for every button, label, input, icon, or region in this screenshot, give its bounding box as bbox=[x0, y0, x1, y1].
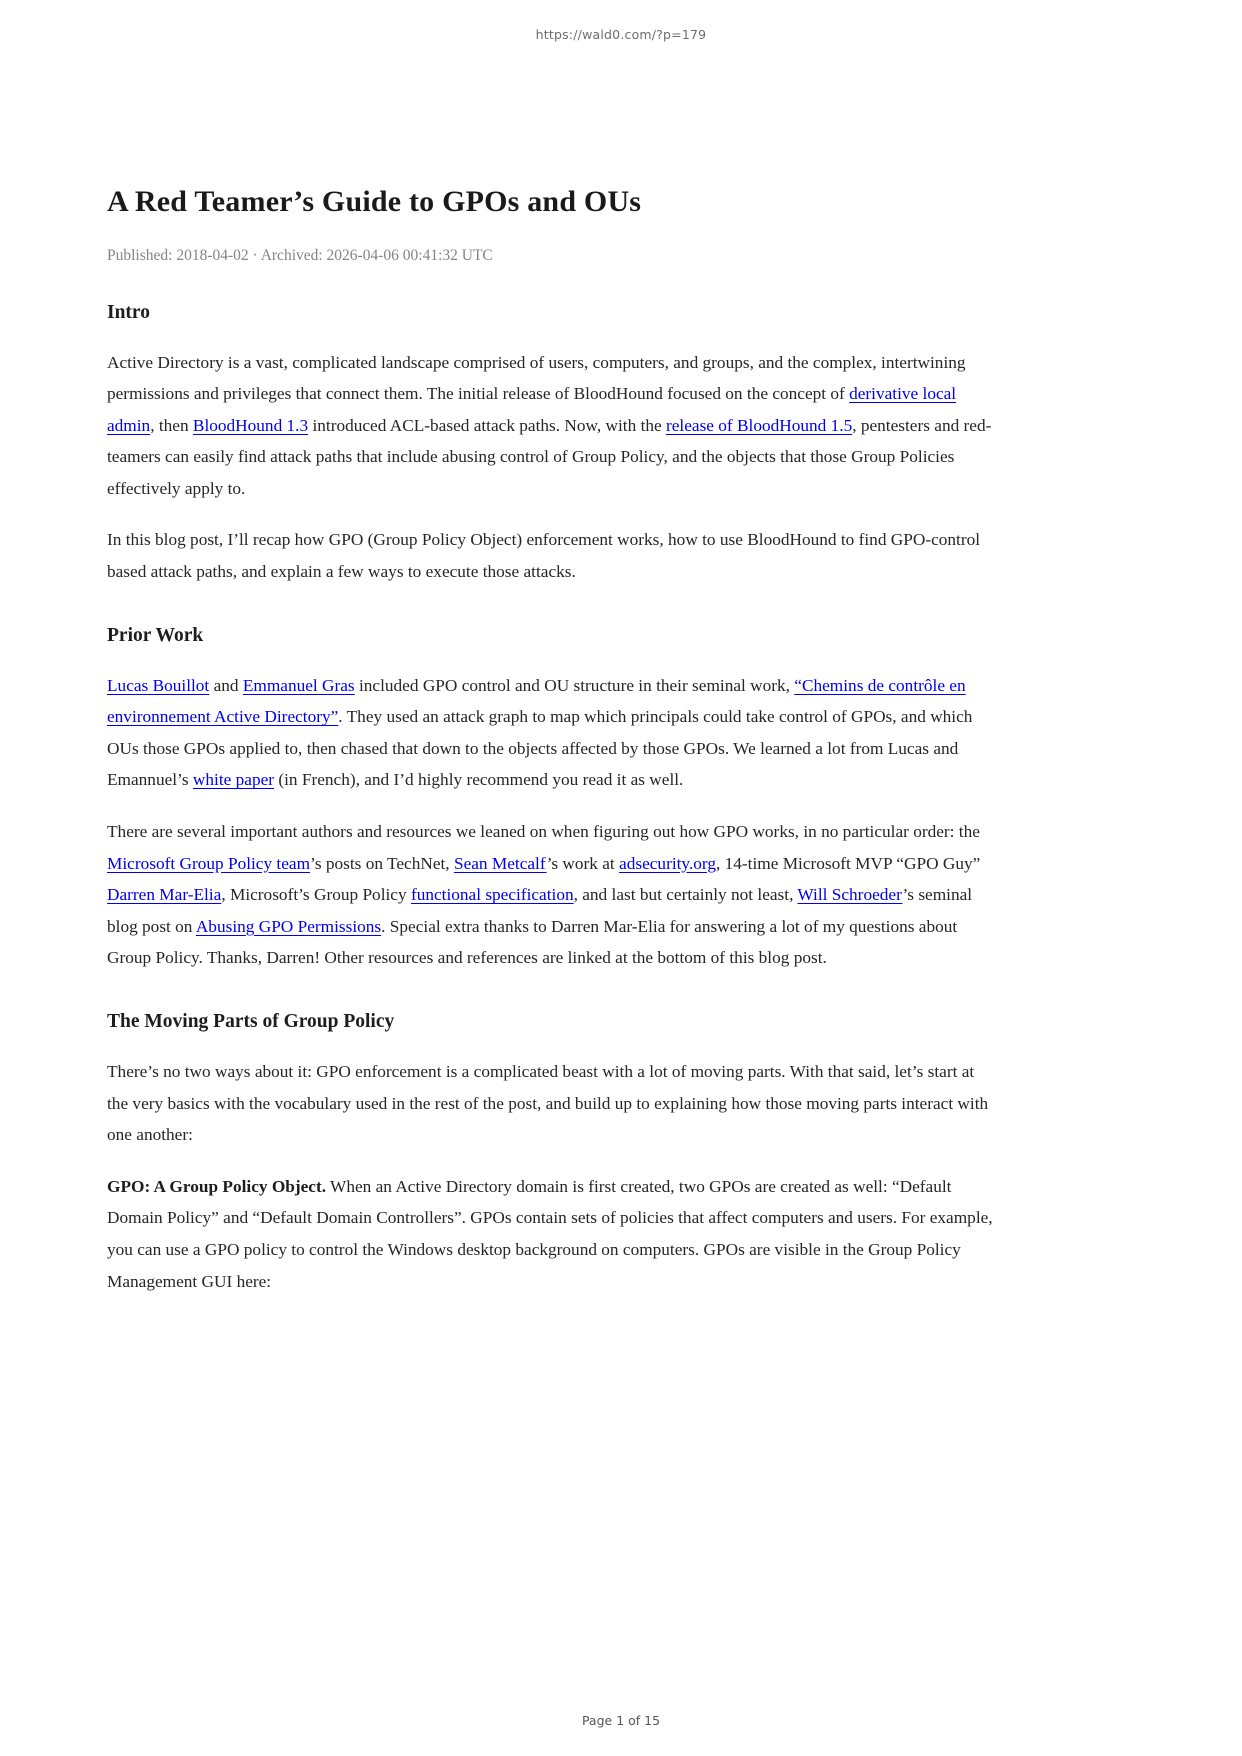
paragraph: GPO: A Group Policy Object. When an Active Directory domain is first created, two GPOs are created as well: “Default Domain Policy” and “Default Domain Controllers”. GPOs contain sets of policies that affect computers and users. For example, you can use a GPO policy to control the Windows desktop background on computers. GPOs are visible in the Group Policy Management GUI here: bbox=[107, 1176, 993, 1291]
paragraph: There’s no two ways about it: GPO enforcement is a complicated beast with a lot of moving parts. With that said, let’s start at the very basics with the vocabulary used in the rest of the post, and build up to explaining how those moving parts interact with one another: bbox=[107, 1062, 989, 1145]
inline-link[interactable]: Darren Mar-Elia bbox=[107, 885, 222, 905]
article-title: A Red Teamer’s Guide to GPOs and OUs bbox=[107, 185, 642, 218]
paragraph: In this blog post, I’ll recap how GPO (Group Policy Object) enforcement works, how to use BloodHound to find GPO-control based attack paths, and explain a few ways to execute those attacks. bbox=[107, 530, 981, 582]
inline-link[interactable]: Emmanuel Gras bbox=[242, 675, 355, 695]
paragraph: Lucas Bouillot and Emmanuel Gras included GPO control and OU structure in their seminal work, “Chemins de contrôle en environnement Active Directory”. They used an attack graph to map which principals could take control of GPOs, and which OUs those GPOs applied to, then chased that down to the objects affected by those GPOs. We learned a lot from Lucas and Emannuel’s white paper (in French), and I’d highly recommend you read it as well. bbox=[107, 675, 973, 790]
article-meta: Published: 2018-04-02 · Archived: 2026-04-06 00:41:32 UTC bbox=[107, 246, 493, 264]
inline-link[interactable]: functional specification bbox=[410, 885, 574, 905]
inline-link[interactable]: Microsoft Group Policy team bbox=[107, 853, 311, 873]
section-heading-intro: Intro bbox=[107, 301, 150, 323]
inline-link[interactable]: “Chemins de contrôle en environnement Active Directory” bbox=[107, 675, 966, 727]
inline-link[interactable]: Lucas Bouillot bbox=[107, 675, 210, 695]
inline-link[interactable]: adsecurity.org bbox=[619, 853, 716, 873]
inline-link[interactable]: white paper bbox=[192, 770, 275, 790]
section-heading-moving-parts: The Moving Parts of Group Policy bbox=[107, 1011, 395, 1032]
page-number: Page 1 of 15 bbox=[581, 1713, 661, 1728]
inline-link[interactable]: Sean Metcalf bbox=[453, 853, 547, 873]
paragraph: There are several important authors and resources we leaned on when figuring out how GPO works, in no particular order: the Microsoft Group Policy team’s posts on TechNet, Sean Metcalf’s work at adsecurity.org, 14-time Microsoft MVP “GPO Guy” Darren Mar-Elia, Microsoft’s Group Policy functional specification, and last but certainly not least, Will Schroeder’s seminal blog post on Abusing GPO Permissions. Special extra thanks to Darren Mar-Elia for answering a lot of my questions about Group Policy. Thanks, Darren! Other resources and references are linked at the bottom of this blog post. bbox=[107, 822, 981, 968]
article bbox=[107, 183, 999, 1317]
source-url: https://wald0.com/?p=179 bbox=[535, 27, 707, 42]
paragraph: Active Directory is a vast, complicated landscape comprised of users, computers, and groups, and the complex, intertwining permissions and privileges that connect them. The initial release of BloodHound focused on the concept of derivative local admin, then BloodHound 1.3 introduced ACL-based attack paths. Now, with the release of BloodHound 1.5, pentesters and red-teamers can easily find attack paths that include abusing control of Group Policy, and the objects that those Group Policies effectively apply to. bbox=[107, 352, 992, 498]
inline-link[interactable]: BloodHound 1.3 bbox=[192, 415, 309, 435]
bold-lead-in: GPO: A Group Policy Object. bbox=[107, 1176, 327, 1196]
inline-link[interactable]: Abusing GPO Permissions bbox=[195, 916, 382, 936]
inline-link[interactable]: release of BloodHound 1.5 bbox=[666, 415, 853, 435]
section-heading-prior-work: Prior Work bbox=[107, 624, 204, 646]
inline-link[interactable]: Will Schroeder bbox=[797, 885, 903, 905]
inline-link[interactable]: derivative local admin bbox=[107, 384, 957, 435]
